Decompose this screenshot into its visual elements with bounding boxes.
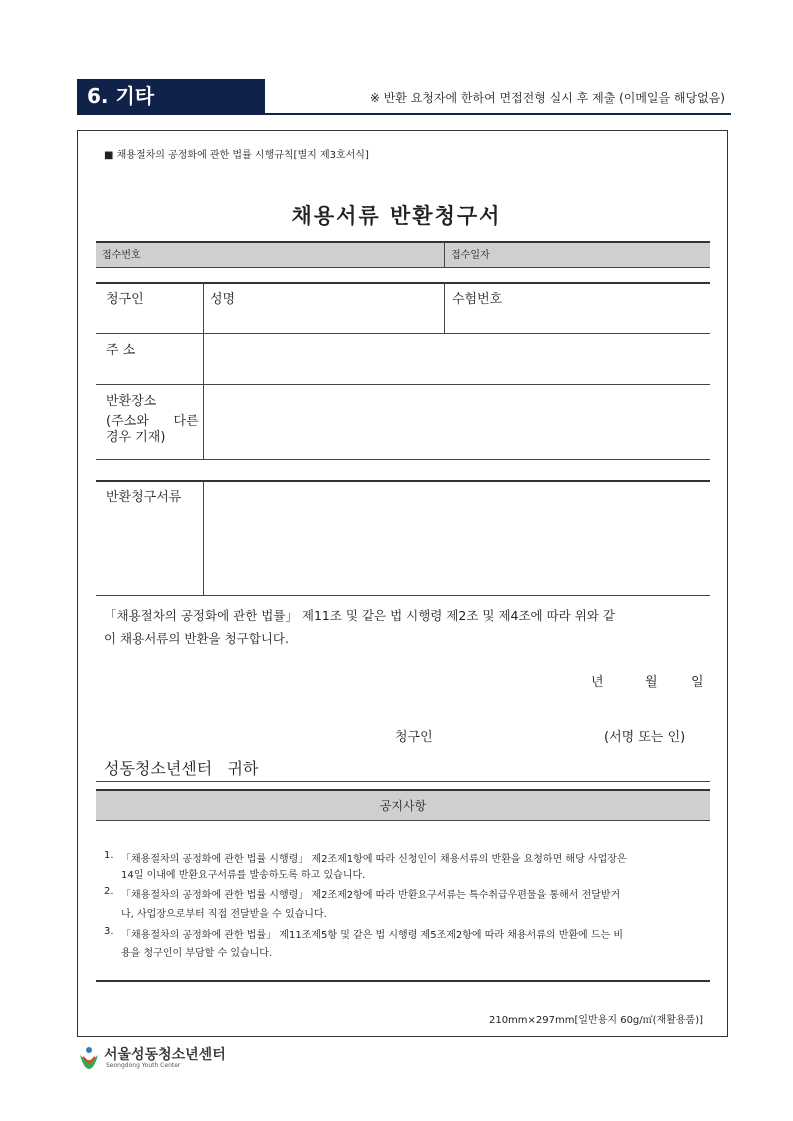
rule: [96, 480, 710, 482]
notice-item-2-line-2: 나, 사업장으로부터 직접 전달받을 수 있습니다.: [121, 909, 327, 920]
notice-item-3-line-2: 용을 청구인이 부담할 수 있습니다.: [121, 948, 273, 959]
section-title: 6. 기타: [77, 79, 265, 113]
section-note: ※ 반환 요청자에 한하여 면접전형 실시 후 제출 (이메일을 해당없음): [369, 91, 725, 105]
rule: [96, 980, 710, 982]
notice-header: 공지사항: [379, 799, 427, 813]
legal-reference: ■ 채용절차의 공정화에 관한 법률 시행규칙[별지 제3호서식]: [104, 150, 369, 161]
exam-number-label: 수험번호: [452, 292, 503, 307]
form-title: 채용서류 반환청구서: [291, 204, 502, 228]
name-label: 성명: [210, 292, 236, 307]
notice-number: 3.: [104, 926, 114, 937]
return-place-label: 반환장소: [106, 394, 157, 409]
date-day: 일: [691, 675, 704, 690]
address-label: 주 소: [106, 343, 136, 358]
return-documents-label: 반환청구서류: [106, 490, 182, 505]
date-year: 년: [591, 675, 604, 690]
rule: [96, 333, 710, 334]
receipt-date-label: 접수일자: [451, 250, 490, 261]
paper-spec: 210mm×297mm[일반용지 60g/㎡(재활용품)]: [488, 1015, 703, 1026]
rule: [203, 481, 204, 595]
center-logo-text: 서울성동청소년센터: [104, 1047, 226, 1063]
receipt-number-label: 접수번호: [102, 250, 141, 261]
return-place-hint-2: 경우 기재): [106, 430, 166, 445]
rule: [203, 283, 204, 459]
rule: [96, 595, 710, 596]
rule: [96, 267, 710, 268]
rule: [96, 384, 710, 385]
notice-item-3-line-1: 「채용절차의 공정화에 관한 법률」 제11조제5항 및 같은 법 시행령 제5조제2항에 따라 채용서류의 반환에 드는 비: [121, 930, 624, 941]
section-divider: [77, 113, 731, 115]
return-place-hint: (주소와 다른: [106, 414, 199, 429]
notice-item-1-line-1: 「채용절차의 공정화에 관한 법률 시행령」 제2조제1항에 따라 신청인이 채용서류의 반환을 요청하면 해당 사업장은: [121, 854, 627, 865]
center-logo-subtext: Seongdong Youth Center: [106, 1062, 181, 1069]
notice-number: 1.: [104, 850, 114, 861]
statement-line-2: 이 채용서류의 반환을 청구합니다.: [104, 631, 289, 646]
rule: [96, 781, 710, 782]
signer-label: 청구인: [395, 730, 433, 745]
claimant-label: 청구인: [106, 292, 144, 307]
rule: [96, 459, 710, 460]
notice-number: 2.: [104, 886, 114, 897]
notice-item-2-line-1: 「채용절차의 공정화에 관한 법률 시행령」 제2조제2항에 따라 반환요구서류는 특수취급우편물을 통해서 전달받거: [121, 890, 621, 901]
signature-hint: (서명 또는 인): [604, 730, 686, 745]
rule: [444, 283, 445, 333]
receipt-row: [96, 242, 710, 267]
table-top-rule: [96, 241, 710, 243]
rule: [96, 282, 710, 284]
rule: [444, 242, 445, 267]
center-logo-icon: [76, 1045, 102, 1071]
statement-line-1: 「채용절차의 공정화에 관한 법률」 제11조 및 같은 법 시행령 제2조 및 제4조에 따라 위와 같: [104, 608, 615, 623]
recipient: 성동청소년센터 귀하: [104, 759, 259, 778]
date-month: 월: [645, 675, 658, 690]
notice-item-1-line-2: 14일 이내에 반환요구서류를 발송하도록 하고 있습니다.: [121, 870, 366, 881]
